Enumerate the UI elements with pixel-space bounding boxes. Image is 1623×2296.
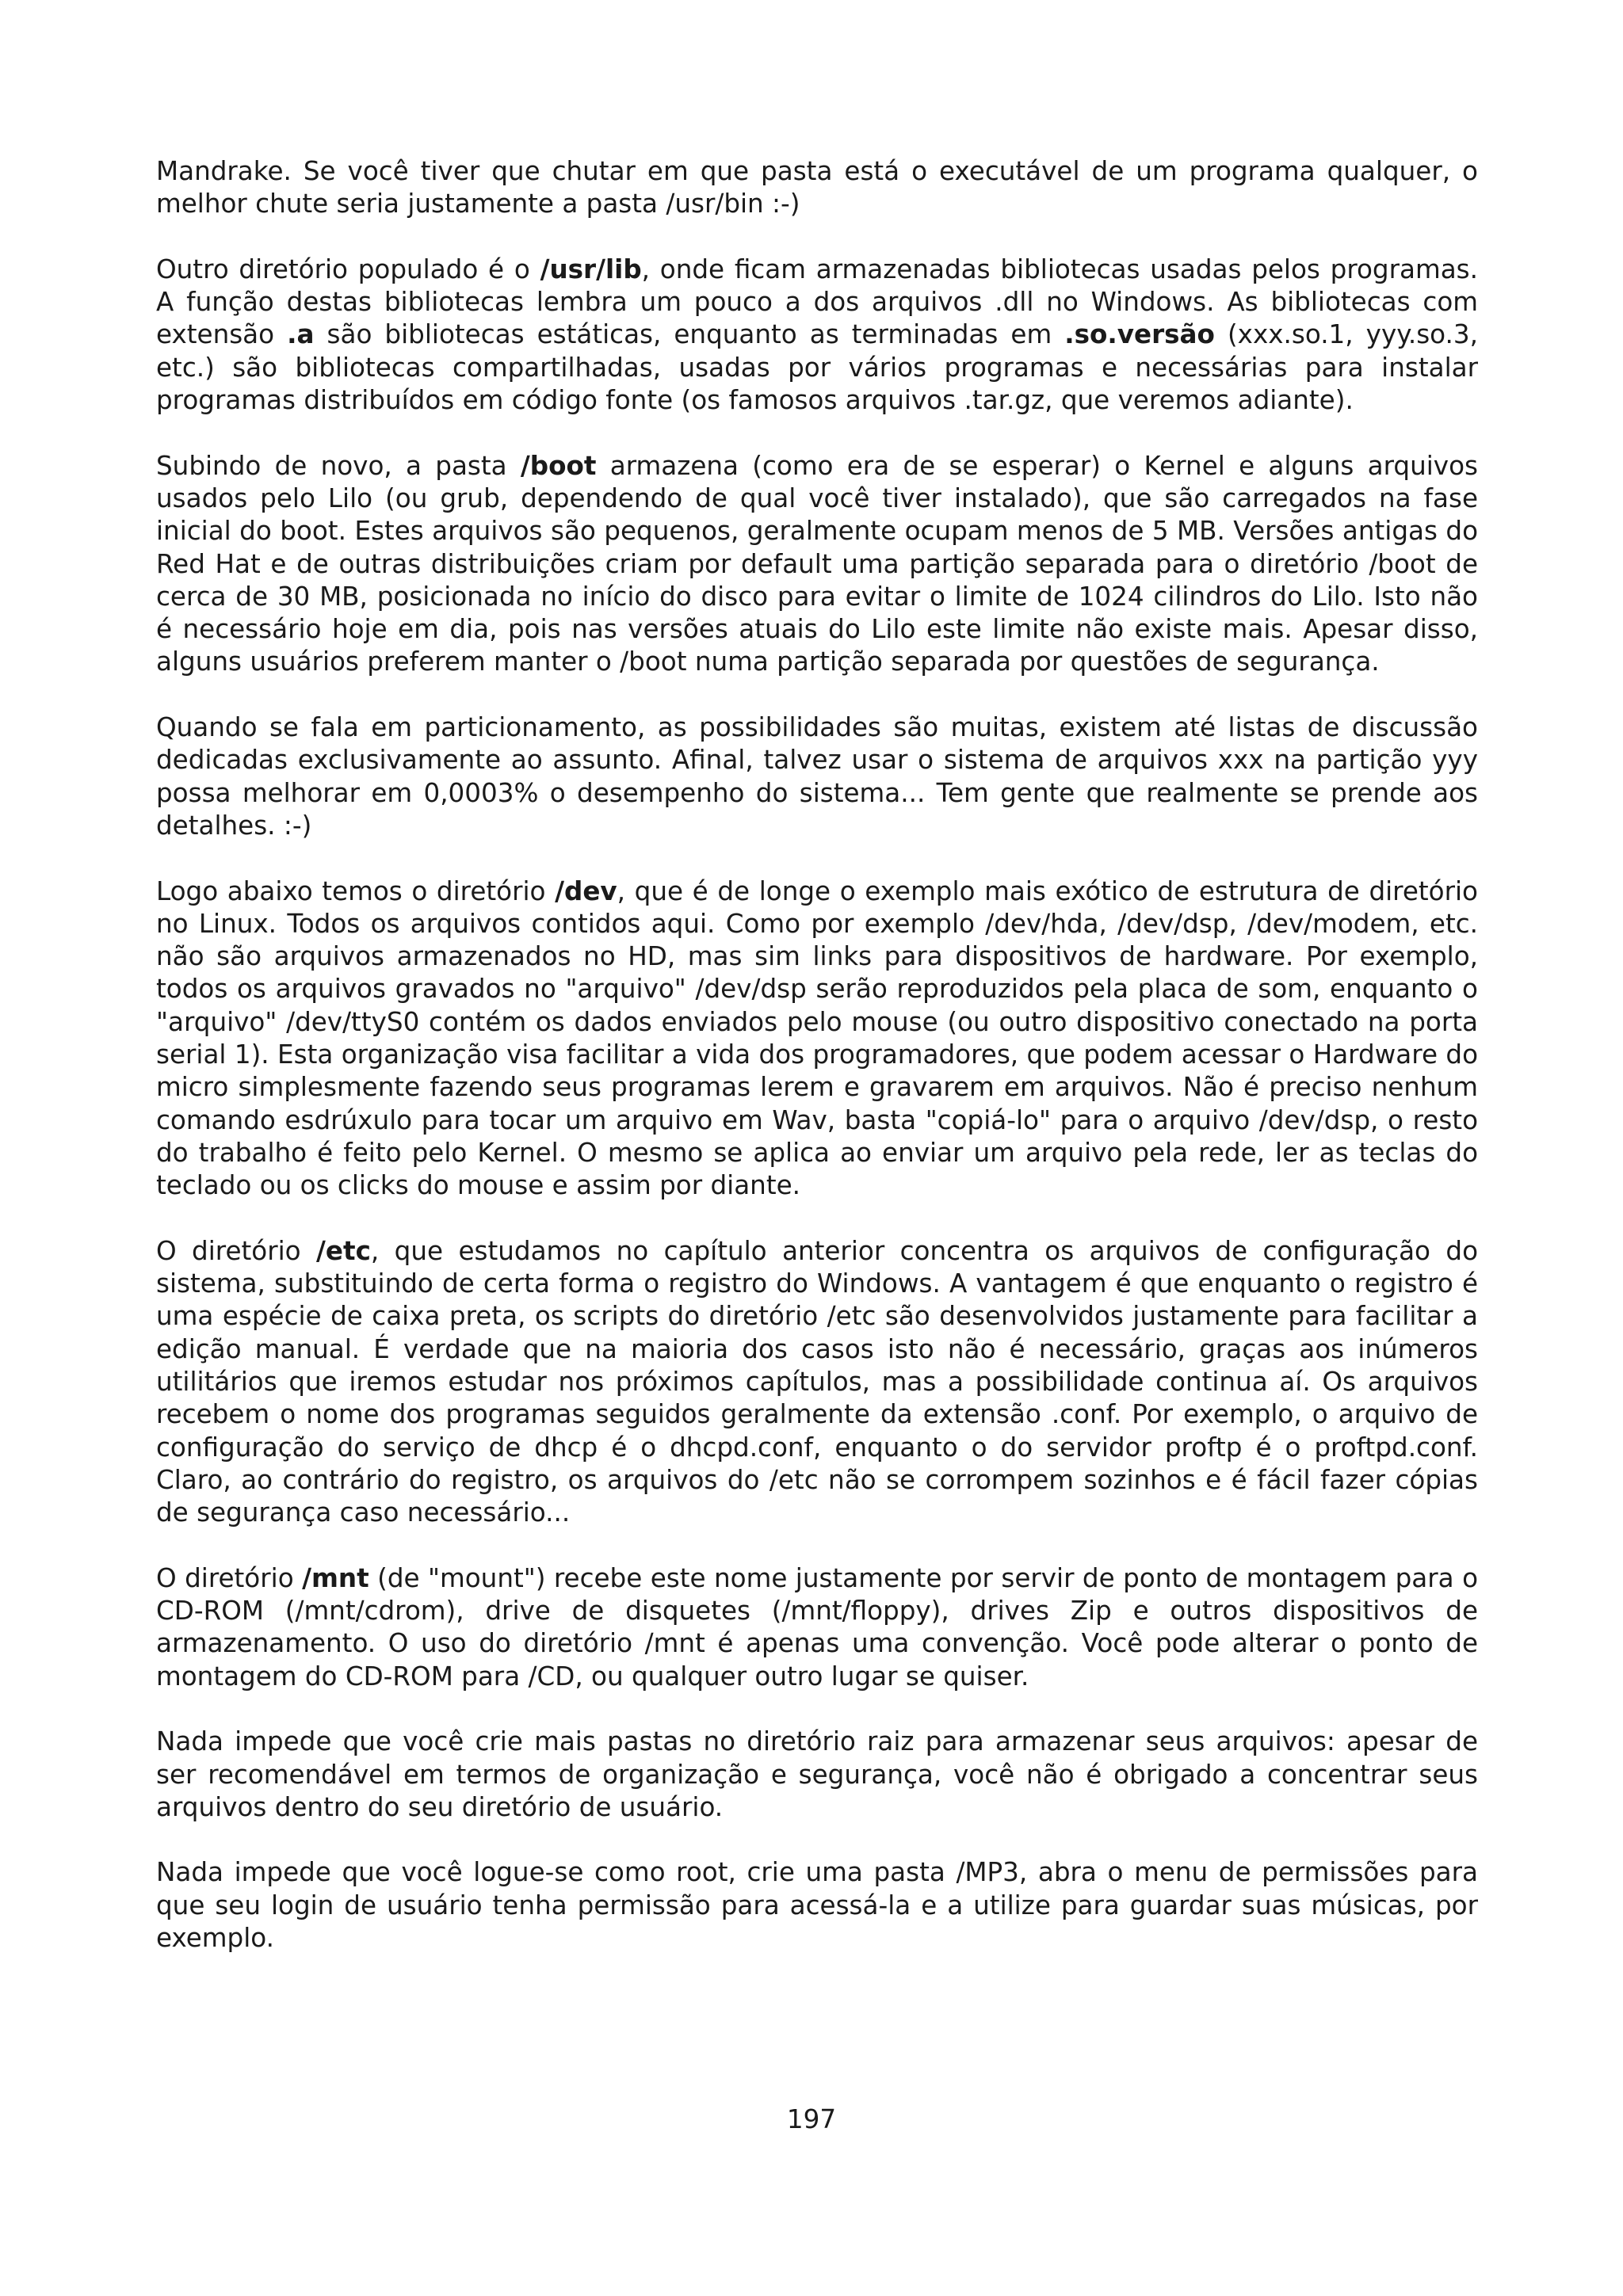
paragraph-7 xyxy=(156,1562,1478,1693)
paragraph-1 xyxy=(156,155,1478,221)
bold-term: .so.versão xyxy=(1064,319,1215,350)
text-run: Quando se fala em particionamento, as possibilidades são muitas, existem até listas de discussão dedicadas exclusivamente ao assunto. Afinal, talvez usar o sistema de arquivos xxx na partição yyy possa melhorar em 0,0003% o desempenho do sistema... Tem gente que realmente se prende aos detalhes. :-) xyxy=(156,712,1478,841)
paragraph-2 xyxy=(156,254,1478,417)
paragraph-5 xyxy=(156,875,1478,1203)
text-run: , onde ficam armazenadas bibliotecas usadas pelos programas. A função destas bibliotecas lembra um pouco a dos arquivos .dll no Windows. As bibliotecas com extensão xyxy=(156,254,1478,350)
paragraph-4 xyxy=(156,711,1478,842)
document-page xyxy=(156,155,1478,1988)
bold-term: .a xyxy=(287,319,315,350)
text-run: Nada impede que você crie mais pastas no diretório raiz para armazenar seus arquivos: apesar de ser recomendável em termos de organização e segurança, você não é obrigado a concentrar seus arquivos dentro do seu diretório de usuário. xyxy=(156,1726,1478,1822)
text-run: são bibliotecas estáticas, enquanto as terminadas em xyxy=(314,319,1065,350)
paragraph-3 xyxy=(156,450,1478,679)
bold-term: /etc xyxy=(316,1235,371,1266)
bold-term: /boot xyxy=(520,450,597,481)
text-run: O diretório xyxy=(156,1235,317,1266)
text-run: Mandrake. Se você tiver que chutar em que pasta está o executável de um programa qualquer, o melhor chute seria justamente a pasta /usr/bin :-) xyxy=(156,156,1478,219)
text-run: armazena (como era de se esperar) o Kernel e alguns arquivos usados pelo Lilo (ou grub, dependendo de qual você tiver instalado), que são carregados na fase inicial do boot. Estes arquivos são pequenos, geralmente ocupam menos de 5 MB. Versões antigas do Red Hat e de outras distribuições criam por default uma partição separada para o diretório /boot de cerca de 30 MB, posicionada no início do disco para evitar o limite de 1024 cilindros do Lilo. Isto não é necessário hoje em dia, pois nas versões atuais do Lilo este limite não existe mais. Apesar disso, alguns usuários preferem manter o /boot numa partição separada por questões de segurança. xyxy=(156,450,1478,677)
bold-term: /mnt xyxy=(302,1562,369,1593)
text-run: Nada impede que você logue-se como root, crie uma pasta /MP3, abra o menu de permissões para que seu login de usuário tenha permissão para acessá-la e a utilize para guardar suas músicas, por exemplo. xyxy=(156,1857,1478,1954)
text-run: Logo abaixo temos o diretório xyxy=(156,875,556,906)
paragraph-9 xyxy=(156,1856,1478,1955)
text-run: Outro diretório populado é o xyxy=(156,254,540,284)
bold-term: /usr/lib xyxy=(540,254,642,284)
text-run: (xxx.so.1, yyy.so.3, etc.) são bibliotecas compartilhadas, usadas por vários programas e necessárias para instalar programas distribuídos em código fonte (os famosos arquivos .tar.gz, que veremos adiante). xyxy=(156,319,1478,416)
paragraph-8 xyxy=(156,1726,1478,1824)
bold-term: /dev xyxy=(555,875,617,906)
text-run: (de "mount") recebe este nome justamente por servir de ponto de montagem para o CD-ROM (/mnt/cdrom), drive de disquetes (/mnt/floppy), drives Zip e outros dispositivos de armazenamento. O uso do diretório /mnt é apenas uma convenção. Você pode alterar o ponto de montagem do CD-ROM para /CD, ou qualquer outro lugar se quiser. xyxy=(156,1562,1479,1691)
paragraph-6 xyxy=(156,1235,1478,1530)
page-number: 197 xyxy=(786,2104,837,2134)
text-run: , que é de longe o exemplo mais exótico de estrutura de diretório no Linux. Todos os arquivos contidos aqui. Como por exemplo /dev/hda, /dev/dsp, /dev/modem, etc. não são arquivos armazenados no HD, mas sim links para dispositivos de hardware. Por exemplo, todos os arquivos gravados no "arquivo" /dev/dsp serão reproduzidos pela placa de som, enquanto o "arquivo" /dev/ttyS0 contém os dados enviados pelo mouse (ou outro dispositivo conectado na porta serial 1). Esta organização visa facilitar a vida dos programadores, que podem acessar o Hardware do micro simplesmente fazendo seus programas lerem e gravarem em arquivos. Não é preciso nenhum comando esdrúxulo para tocar um arquivo em Wav, basta "copiá-lo" para o arquivo /dev/dsp, o resto do trabalho é feito pelo Kernel. O mesmo se aplica ao enviar um arquivo pela rede, ler as teclas do teclado ou os clicks do mouse e assim por diante. xyxy=(156,875,1478,1201)
text-run: , que estudamos no capítulo anterior concentra os arquivos de configuração do sistema, substituindo de certa forma o registro do Windows. A vantagem é que enquanto o registro é uma espécie de caixa preta, os scripts do diretório /etc são desenvolvidos justamente para facilitar a edição manual. É verdade que na maioria dos casos isto não é necessário, graças aos inúmeros utilitários que iremos estudar nos próximos capítulos, mas a possibilidade continua aí. Os arquivos recebem o nome dos programas seguidos geralmente da extensão .conf. Por exemplo, o arquivo de configuração do serviço de dhcp é o dhcpd.conf, enquanto o do servidor proftp é o proftpd.conf. Claro, ao contrário do registro, os arquivos do /etc não se corrompem sozinhos e é fácil fazer cópias de segurança caso necessário... xyxy=(156,1235,1479,1528)
text-run: O diretório xyxy=(156,1562,303,1593)
text-run: Subindo de novo, a pasta xyxy=(156,450,521,481)
